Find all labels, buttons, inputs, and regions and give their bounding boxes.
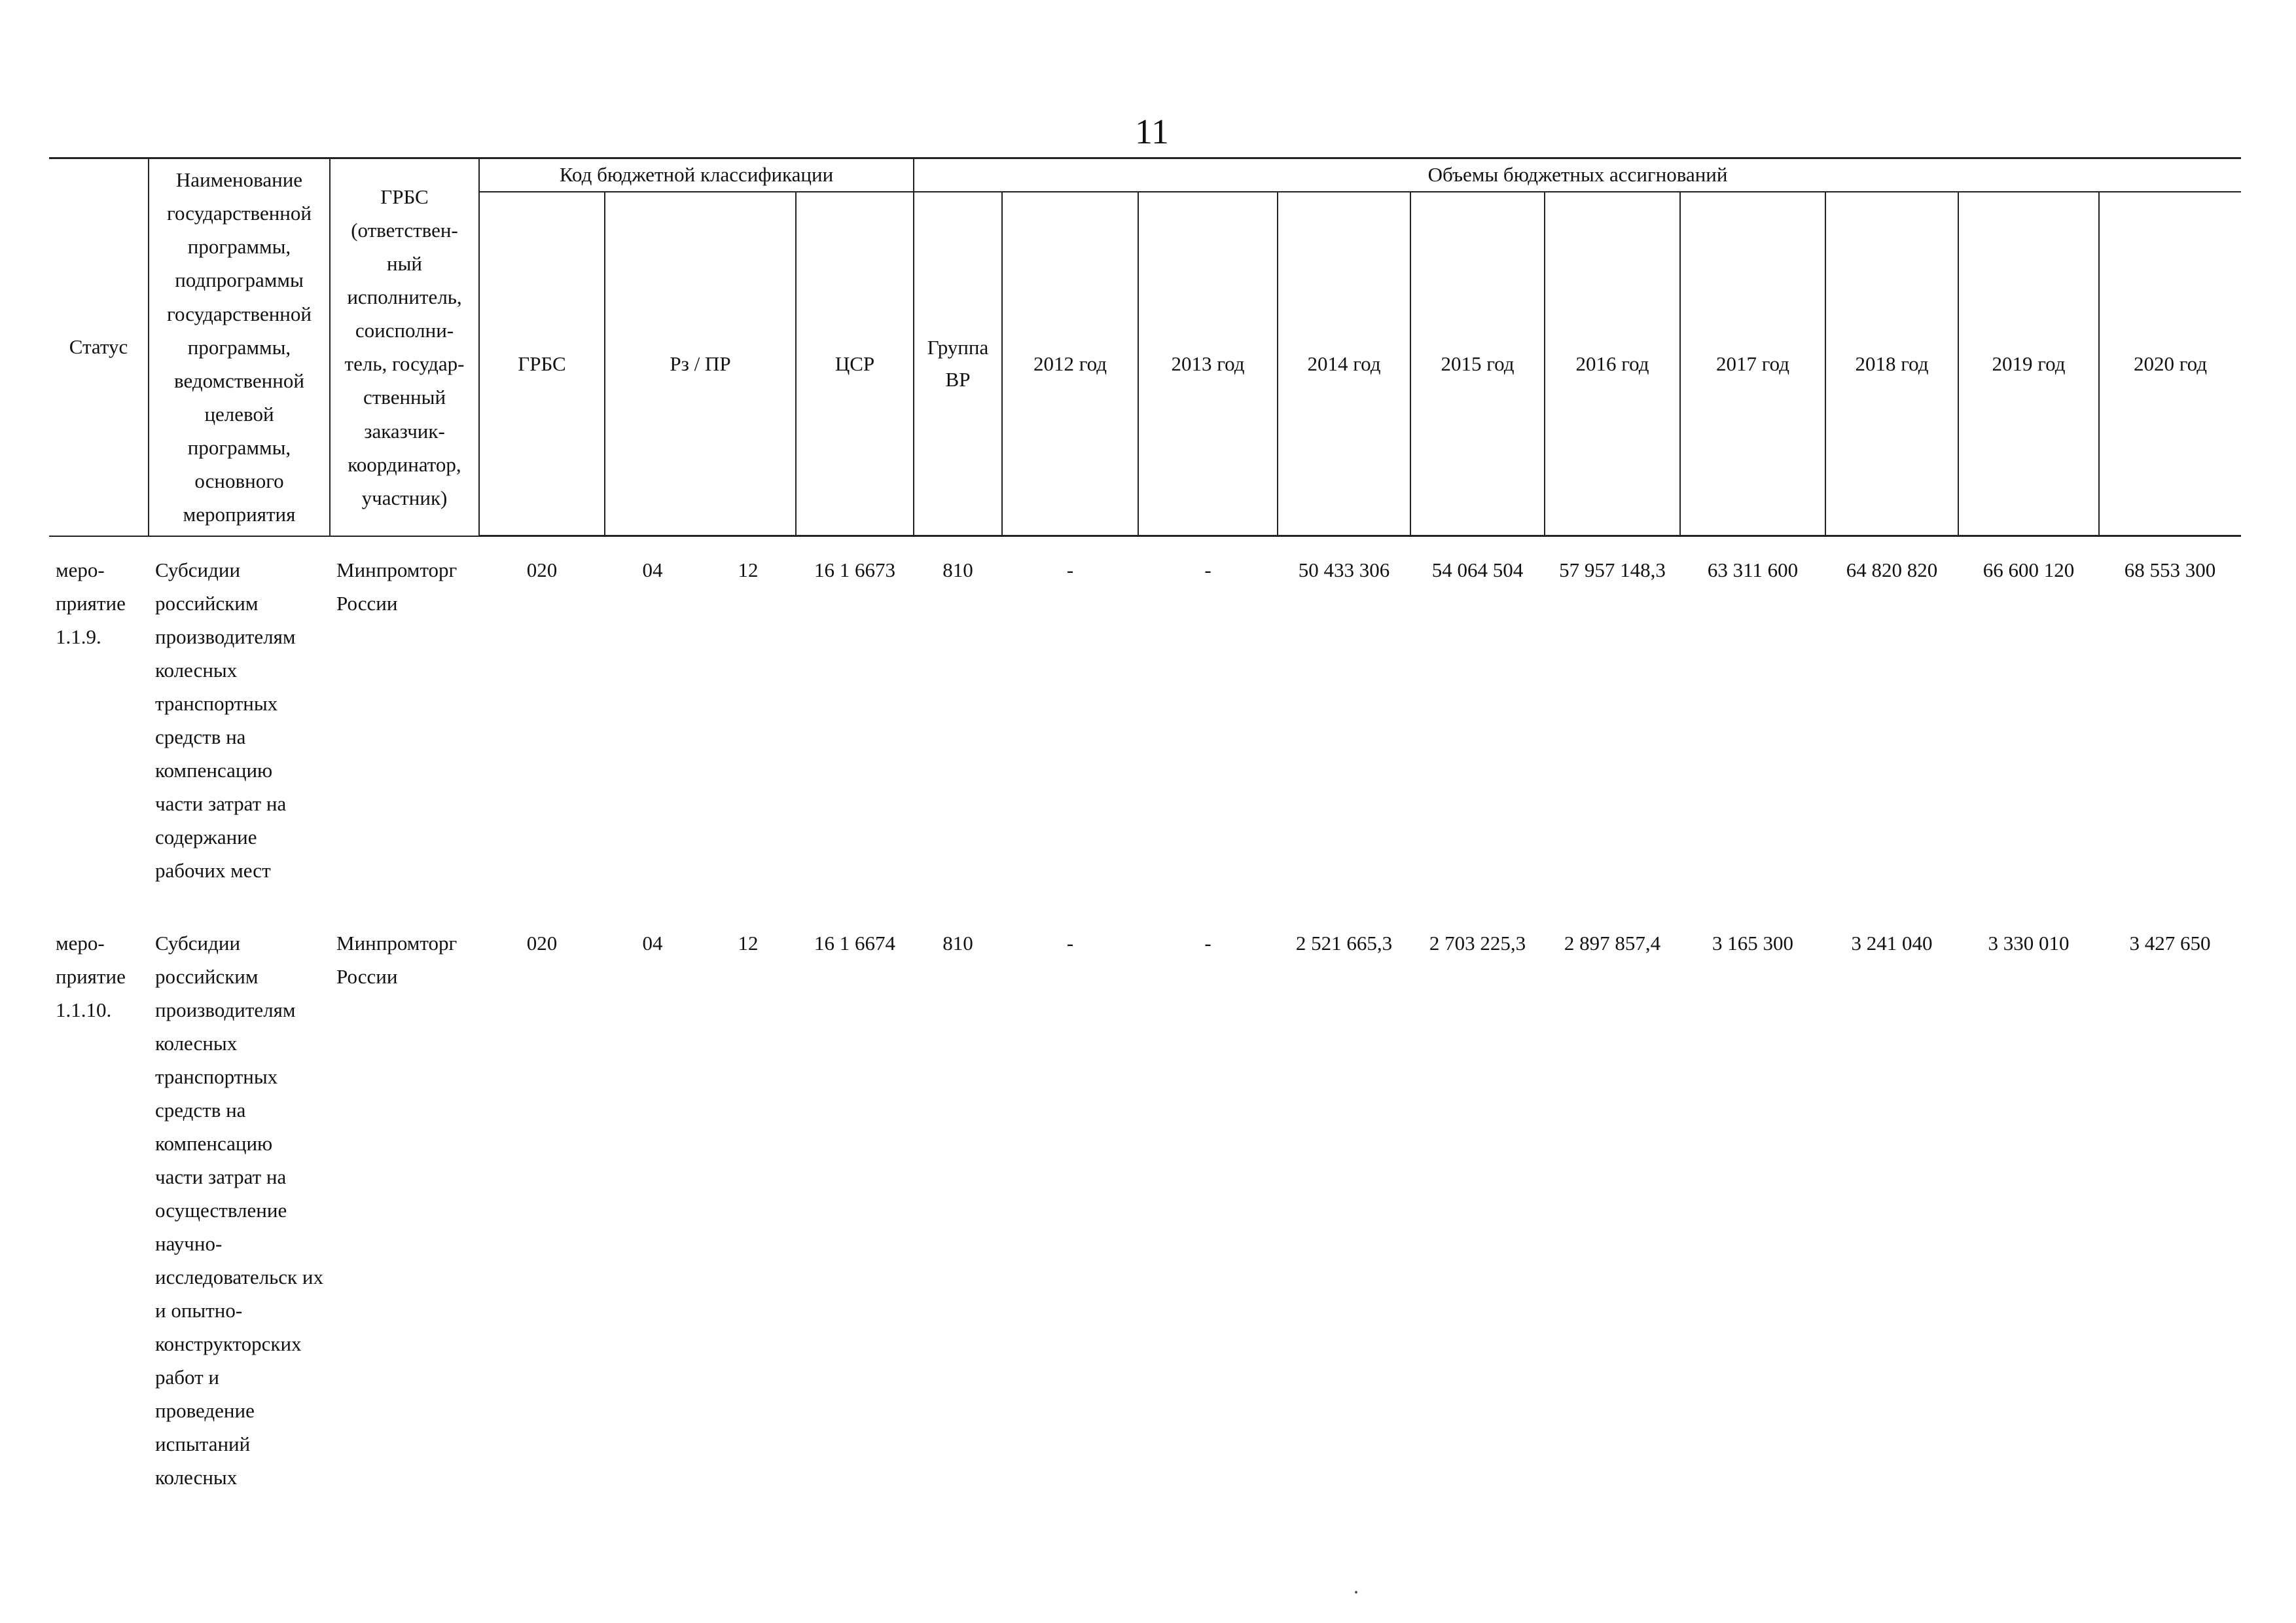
row-value-2012: - [1066, 558, 1074, 581]
table-row [49, 553, 2241, 887]
row-value-2019: 3 330 010 [1988, 932, 2070, 955]
row-status: меро- приятие 1.1.9. [56, 558, 126, 648]
row-csr: 16 1 6673 [814, 558, 895, 581]
table-body [49, 553, 2241, 1494]
row-pr: 12 [738, 932, 759, 955]
row-value-2018: 64 820 820 [1846, 558, 1938, 581]
row-value-2016: 2 897 857,4 [1564, 932, 1661, 955]
header-year: 2016 год [1545, 192, 1680, 536]
row-vr: 810 [942, 558, 973, 581]
row-executor: Минпромторг России [336, 932, 457, 988]
header-budget-code-group: Код бюджетной классификации [479, 158, 914, 192]
header-csr: ЦСР [796, 192, 914, 536]
page-number: 11 [1135, 112, 1169, 151]
header-year: 2012 год [1002, 192, 1138, 536]
row-value-2015: 54 064 504 [1431, 558, 1524, 581]
header-year: 2020 год [2099, 192, 2241, 536]
row-value-2018: 3 241 040 [1851, 932, 1933, 955]
row-value-2013: - [1204, 558, 1211, 581]
scan-speck [1355, 1591, 1357, 1594]
header-grbs: ГРБС [479, 192, 605, 536]
row-value-2013: - [1204, 932, 1211, 955]
row-name: Субсидии российским производителям колесных транспортных средств на компенсацию части затрат на осуществление научно- исследовательск их и опытно- конструкторских работ и проведение испытаний колесных [155, 932, 323, 1489]
row-value-2014: 2 521 665,3 [1295, 932, 1393, 955]
header-year: 2015 год [1410, 192, 1545, 536]
row-grbs: 020 [526, 932, 558, 955]
header-year: 2013 год [1138, 192, 1278, 536]
row-grbs: 020 [526, 558, 558, 581]
header-volumes-group: Объемы бюджетных ассигнований [914, 158, 2241, 192]
header-year: 2017 год [1680, 192, 1825, 536]
header-status: Статус [49, 158, 149, 536]
row-pr: 12 [738, 558, 759, 581]
header-year: 2018 год [1825, 192, 1958, 536]
row-value-2017: 63 311 600 [1707, 558, 1799, 581]
row-value-2020: 3 427 650 [2129, 932, 2211, 955]
table-header [49, 157, 2241, 537]
row-value-2015: 2 703 225,3 [1429, 932, 1526, 955]
row-vr: 810 [942, 932, 973, 955]
row-rz: 04 [642, 558, 663, 581]
row-csr: 16 1 6674 [814, 932, 895, 955]
row-value-2019: 66 600 120 [1982, 558, 2075, 581]
table-row [49, 926, 2241, 1494]
header-year: 2014 год [1278, 192, 1410, 536]
header-vr: Группа ВР [914, 192, 1002, 536]
row-executor: Минпромторг России [336, 558, 457, 615]
header-rz-pr: Рз / ПР [605, 192, 796, 536]
row-name: Субсидии российским производителям колесных транспортных средств на компенсацию части затрат на содержание рабочих мест [155, 558, 296, 882]
row-value-2020: 68 553 300 [2124, 558, 2216, 581]
header-year: 2019 год [1958, 192, 2099, 536]
row-status: меро- приятие 1.1.10. [56, 932, 126, 1021]
header-grbs-executor: ГРБС (ответствен- ный исполнитель, соисполни- тель, государ- ственный заказчик- координатор, участник) [330, 158, 479, 536]
row-value-2016: 57 957 148,3 [1559, 558, 1666, 581]
header-program-name: Наименование государственной программы, подпрограммы государственной программы, ведомственной целевой программы, основного мероприятия [149, 158, 330, 536]
row-value-2017: 3 165 300 [1712, 932, 1793, 955]
row-value-2014: 50 433 306 [1298, 558, 1390, 581]
row-value-2012: - [1066, 932, 1074, 955]
row-rz: 04 [642, 932, 663, 955]
